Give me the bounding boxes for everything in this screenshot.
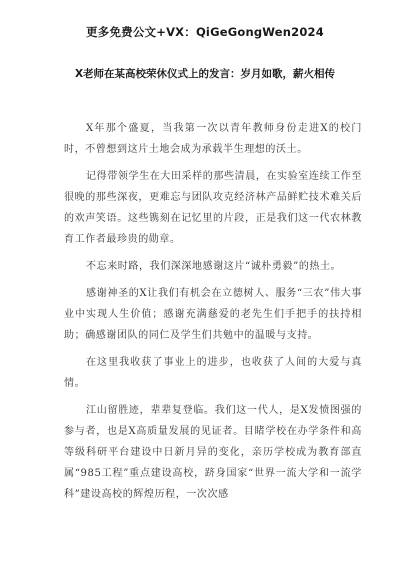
document-body <box>64 118 362 511</box>
paragraph: 不忘来时路，我们深深地感谢这片“诚朴勇毅”的热土。 <box>86 261 342 272</box>
paragraph: X年那个盛夏，当我第一次以青年教师身份走进X的校门时，不曾想到这片土地会成为承载半生理想的沃土。 <box>64 123 362 155</box>
document-title: X老师在某高校荣休仪式上的发言：岁月如歌，薪火相传 <box>74 68 336 80</box>
paragraph: 江山留胜迹，辈辈复登临。我们这一代人，是X发愤图强的参与者，也是X高质量发展的见证者。目睹学校在办学条件和高等级科研平台建设中日新月异的变化，亲历学校成为教育部直属“985工程”重点建设高校，跻身国家“世界一流大学和一流学科”建设高校的辉煌历程，一次次感 <box>64 405 362 500</box>
paragraph: 记得带领学生在大田采样的那些清晨，在实验室连续工作至很晚的那些深夜，更难忘与团队攻克经济林产品鲜贮技术难关后的欢声笑语。这些镌刻在记忆里的片段，正是我们这一代农林教育工作者最珍贵的勋章。 <box>64 171 362 245</box>
page-header: 更多免费公文+VX：QiGeGongWen2024 <box>86 25 324 39</box>
paragraph: 在这里我收获了事业上的进步，也收获了人间的大爱与真情。 <box>64 357 362 389</box>
paragraph: 感谢神圣的X让我们有机会在立德树人、服务“三农”伟大事业中实现人生价值；感谢充满慈爱的老先生们手把手的扶持相助；确感谢团队的同仁及学生们共勉中的温暖与支持。 <box>64 288 362 341</box>
